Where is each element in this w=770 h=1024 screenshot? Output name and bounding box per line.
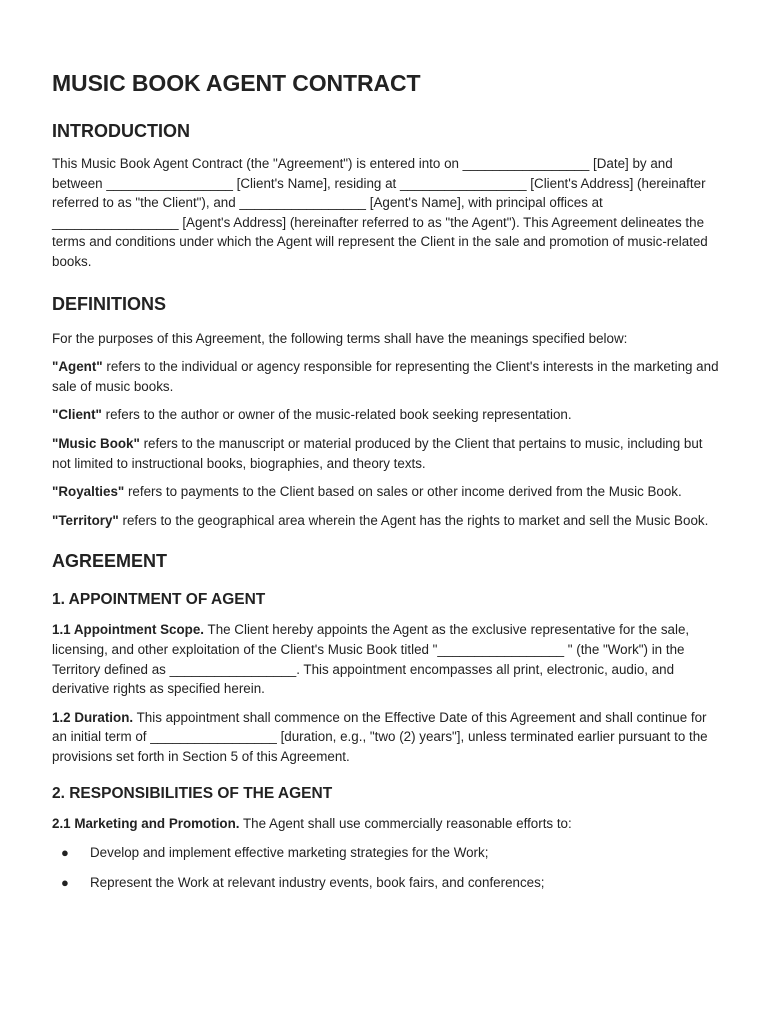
clause-1-1 bbox=[52, 620, 722, 698]
section-1-heading: 1. APPOINTMENT OF AGENT bbox=[52, 591, 266, 609]
section-2-heading: 2. RESPONSIBILITIES OF THE AGENT bbox=[52, 785, 333, 803]
introduction-heading: INTRODUCTION bbox=[52, 121, 190, 141]
list-item-text: Develop and implement effective marketing strategies for the Work; bbox=[90, 845, 489, 861]
agreement-heading: AGREEMENT bbox=[52, 551, 168, 572]
responsibilities-list bbox=[52, 843, 722, 892]
definition-term: "Music Book" bbox=[52, 435, 140, 451]
bullet-icon: ● bbox=[61, 845, 69, 861]
document-title: MUSIC BOOK AGENT CONTRACT bbox=[52, 70, 421, 96]
list-item bbox=[52, 873, 722, 893]
list-item bbox=[52, 843, 722, 863]
definition-term: "Agent" bbox=[52, 359, 103, 375]
list-item-text: Represent the Work at relevant industry events, book fairs, and conferences; bbox=[90, 874, 545, 890]
definition-text: refers to the individual or agency responsible for representing the Client's interests in the marketing and sale of music books. bbox=[52, 359, 719, 394]
clause-text: The Agent shall use commercially reasonable efforts to: bbox=[239, 816, 572, 832]
definition-item bbox=[52, 482, 722, 502]
definition-text: refers to the manuscript or material produced by the Client that pertains to music, including but not limited to instructional books, biographies, and theory texts. bbox=[52, 435, 703, 471]
bullet-icon: ● bbox=[61, 874, 69, 890]
clause-2-1 bbox=[52, 814, 722, 834]
definitions-lead: For the purposes of this Agreement, the following terms shall have the meanings specified below: bbox=[52, 330, 628, 346]
definitions-heading: DEFINITIONS bbox=[52, 293, 167, 314]
definition-term: "Client" bbox=[52, 407, 102, 423]
clause-label: 2.1 Marketing and Promotion. bbox=[52, 816, 240, 832]
definition-text: refers to the author or owner of the music-related book seeking representation. bbox=[101, 407, 572, 423]
clause-label: 1.1 Appointment Scope. bbox=[52, 622, 205, 638]
definition-item bbox=[52, 434, 722, 473]
introduction-paragraph: This Music Book Agent Contract (the "Agreement") is entered into on _________________ [Date] by and between _________________ [Client's Name], residing at _________________ [Client's Address] (hereinafter referred to as "the Client"), and _________________ [Agent's Name], with principal offices at _________________ [Agent's Address] (hereinafter referred to as "the Agent"). This Agreement delineates the terms and conditions under which the Agent will represent the Client in the sale and promotion of music-related books. bbox=[52, 156, 708, 269]
document-body bbox=[52, 70, 722, 902]
definition-item bbox=[52, 511, 722, 531]
definition-text: refers to the geographical area wherein the Agent has the rights to market and sell the Music Book. bbox=[118, 512, 709, 528]
clause-1-2 bbox=[52, 708, 722, 767]
definition-term: "Territory" bbox=[52, 512, 119, 528]
definition-text: refers to payments to the Client based on sales or other income derived from the Music Book. bbox=[124, 484, 682, 500]
definition-item bbox=[52, 357, 722, 396]
clause-text: The Client hereby appoints the Agent as the exclusive representative for the sale, licensing, and other exploitation of the Client's Music Book titled "_________________ " (the "Work") in the Territory defined as _________________. This appointment encompasses all print, electronic, audio, and derivative rights as specified herein. bbox=[52, 622, 690, 697]
definition-item bbox=[52, 405, 722, 425]
clause-text: This appointment shall commence on the Effective Date of this Agreement and shall continue for an initial term of _________________ [duration, e.g., "two (2) years"], unless terminated earlier pursuant to the provisions set forth in Section 5 of this Agreement. bbox=[52, 709, 708, 764]
clause-label: 1.2 Duration. bbox=[52, 709, 134, 725]
definition-term: "Royalties" bbox=[52, 484, 125, 500]
